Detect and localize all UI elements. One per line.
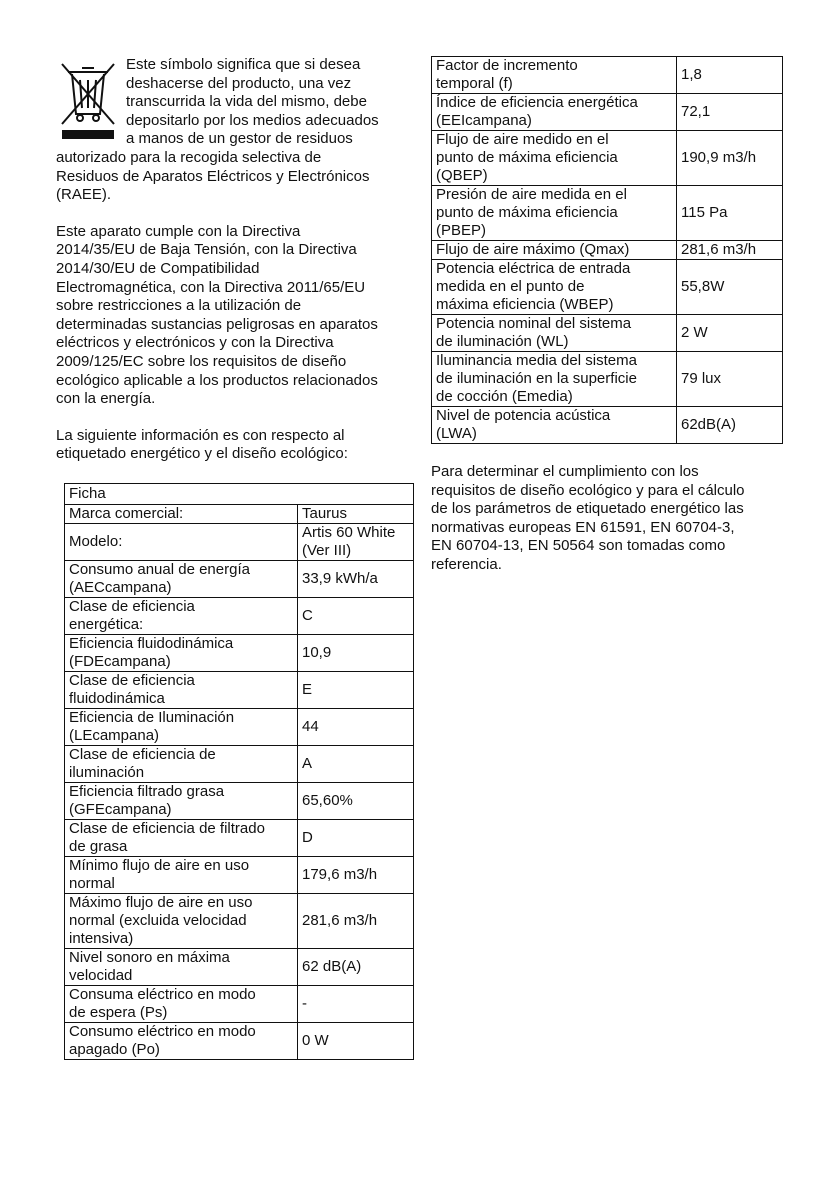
ficha-table [64,483,414,1060]
table-row [432,186,783,241]
row-value: 179,6 m3/h [298,856,414,893]
row-value: 281,6 m3/h [677,241,783,260]
table-row [65,782,414,819]
row-value: 44 [298,708,414,745]
row-label: Marca comercial: [65,504,298,523]
row-label: Máximo flujo de aire en uso normal (excluida velocidad intensiva) [65,893,298,948]
ficha-header: Ficha [65,483,414,504]
row-value: C [298,597,414,634]
table-row [432,260,783,315]
row-label: Clase de eficiencia fluidodinámica [65,671,298,708]
row-value: 55,8W [677,260,783,315]
row-value: 62dB(A) [677,407,783,444]
row-label: Consumo eléctrico en modo apagado (Po) [65,1022,298,1059]
row-value: - [298,985,414,1022]
row-value: 65,60% [298,782,414,819]
table-row [432,131,783,186]
info-text: La siguiente información es con respecto al etiquetado energético y el diseño ecológico: [56,426,348,463]
table-row [65,819,414,856]
row-value: Artis 60 White (Ver III) [298,523,414,560]
left-column [56,56,406,1060]
row-label: Potencia eléctrica de entrada medida en el punto de máxima eficiencia (WBEP) [432,260,677,315]
right-column [431,56,783,575]
row-value: 10,9 [298,634,414,671]
row-label: Consuma eléctrico en modo de espera (Ps) [65,985,298,1022]
table-row [65,1022,414,1059]
table-row [432,94,783,131]
row-value: 115 Pa [677,186,783,241]
row-value: E [298,671,414,708]
row-label: Flujo de aire máximo (Qmax) [432,241,677,260]
row-value: 33,9 kWh/a [298,560,414,597]
row-label: Modelo: [65,523,298,560]
row-label: Eficiencia de Iluminación (LEcampana) [65,708,298,745]
table-row [65,634,414,671]
table-row [432,352,783,407]
row-label: Factor de incremento temporal (f) [432,57,677,94]
table-row [65,597,414,634]
ficha-header-row [65,483,414,504]
ecodesign-table [431,56,783,444]
row-value: Taurus [298,504,414,523]
row-label: Consumo anual de energía (AECcampana) [65,560,298,597]
row-value: 2 W [677,315,783,352]
table-row [65,856,414,893]
table-row [65,504,414,523]
table-row [65,671,414,708]
row-value: 0 W [298,1022,414,1059]
weee-text: Este símbolo significa que si desea deshacerse del producto, una vez transcurrida la vida del mismo, debe depositarlo por los medios adecuados a manos de un gestor de residuos autorizado para la recogida selectiva de Residuos de Aparatos Eléctricos y Electrónicos (RAEE). [56,56,379,204]
table-row [65,745,414,782]
table-row [432,407,783,444]
table-row [432,315,783,352]
table-row [65,523,414,560]
row-label: Clase de eficiencia de iluminación [65,745,298,782]
row-value: 281,6 m3/h [298,893,414,948]
row-label: Nivel de potencia acústica (LWA) [432,407,677,444]
weee-notice [56,56,406,205]
row-label: Índice de eficiencia energética (EEIcampana) [432,94,677,131]
table-row [65,893,414,948]
row-value: 79 lux [677,352,783,407]
row-value: 72,1 [677,94,783,131]
table-row [65,560,414,597]
row-label: Potencia nominal del sistema de iluminación (WL) [432,315,677,352]
row-value: D [298,819,414,856]
row-label: Mínimo flujo de aire en uso normal [65,856,298,893]
row-label: Clase de eficiencia energética: [65,597,298,634]
row-label: Presión de aire medida en el punto de máxima eficiencia (PBEP) [432,186,677,241]
row-label: Eficiencia filtrado grasa (GFEcampana) [65,782,298,819]
row-value: A [298,745,414,782]
table-row [65,985,414,1022]
standards-text: Para determinar el cumplimiento con los requisitos de diseño ecológico y para el cálculo de los parámetros de etiquetado energético las normativas europeas EN 61591, EN 60704-3, EN 60704-13, EN 50564 son tomadas como referencia. [431,463,745,573]
table-row [65,708,414,745]
row-label: Iluminancia media del sistema de iluminación en la superficie de cocción (Emedia) [432,352,677,407]
directive-text: Este aparato cumple con la Directiva 2014/35/EU de Baja Tensión, con la Directiva 2014/30/EU de Compatibilidad Electromagnética, con la Directiva 2011/65/EU sobre restricciones a la utilización de determinadas sustancias peligrosas en aparatos eléctricos y electrónicos y con la Directiva 2009/125/EC sobre los requisitos de diseño ecológico aplicable a los productos relacionados con la energía. [56,222,378,408]
row-value: 190,9 m3/h [677,131,783,186]
table-row [432,57,783,94]
table-row [432,241,783,260]
row-label: Nivel sonoro en máxima velocidad [65,948,298,985]
row-value: 62 dB(A) [298,948,414,985]
row-label: Flujo de aire medido en el punto de máxima eficiencia (QBEP) [432,131,677,186]
row-value: 1,8 [677,57,783,94]
row-label: Eficiencia fluidodinámica (FDEcampana) [65,634,298,671]
table-row [65,948,414,985]
crossed-out-wheelie-bin-icon [56,58,120,146]
row-label: Clase de eficiencia de filtrado de grasa [65,819,298,856]
